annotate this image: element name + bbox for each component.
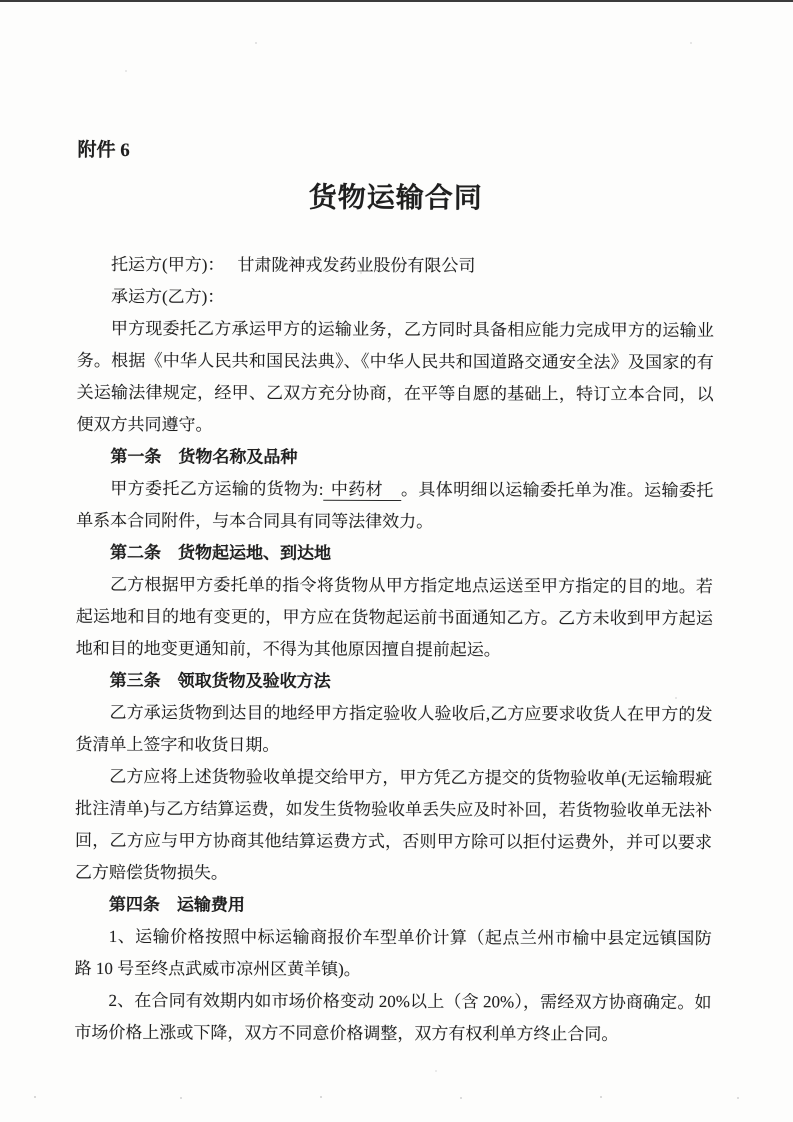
article-3-paragraph-2: 乙方应将上述货物验收单提交给甲方，甲方凭乙方提交的货物验收单(无运输瑕疵批注清单)与乙方结算运费，如发生货物验收单丢失应及时补回，若货物验收单无法补回，乙方应与甲方协商其他结算运费方式，否则甲方除可以拒付运费外，并可以要求乙方赔偿货物损失。 bbox=[74, 767, 713, 883]
goods-name-underlined-field: 中药材 bbox=[323, 480, 401, 501]
article-3-paragraph-1: 乙方承运货物到达目的地经甲方指定验收人验收后,乙方应要求收货人在甲方的发货清单上签字和收货日期。 bbox=[75, 703, 713, 755]
article-4-heading: 第四条 运输费用 bbox=[108, 895, 245, 915]
document-title: 货物运输合同 bbox=[308, 182, 483, 215]
shipper-line bbox=[77, 249, 714, 283]
article-2-heading: 第二条 货物起运地、到达地 bbox=[110, 543, 332, 563]
preamble-paragraph: 甲方现委托乙方承运甲方的运输业务，乙方同时具备相应能力完成甲方的运输业务。根据《中华人民共和国民法典》、《中华人民共和国道路交通安全法》及国家的有关运输法律规定，经甲、乙双方充分协商，在平等自愿的基础上，特订立本合同，以便双方共同遵守。 bbox=[76, 319, 714, 435]
article-1-paragraph bbox=[76, 473, 713, 539]
carrier-label: 承运方(乙方)： bbox=[110, 287, 225, 307]
article-1-heading: 第一条 货物名称及品种 bbox=[110, 447, 298, 467]
article-3-heading: 第三条 领取货物及验收方法 bbox=[109, 671, 331, 691]
article-1-text-before: 甲方委托乙方运输的货物为: bbox=[110, 479, 324, 499]
scan-speckle-row bbox=[34, 1096, 36, 1098]
article-1-text-after: 。具体明细以运输委托单为准。运输委托单系本合同附件，与本合同具有同等法律效力。 bbox=[76, 480, 714, 532]
carrier-line bbox=[77, 281, 714, 315]
article-4-item-1: 1、运输价格按照中标运输商报价车型单价计算（起点兰州市榆中县定远镇国防路 10 号至终点武威市凉州区黄羊镇)。 bbox=[74, 927, 712, 979]
document-content bbox=[74, 0, 715, 1051]
article-2-paragraph: 乙方根据甲方委托单的指令将货物从甲方指定地点运送至甲方指定的目的地。若起运地和目的地有变更的，甲方应在货物起运前书面通知乙方。乙方未收到甲方起运地和目的地变更通知前，不得为其他原因擅自提前起运。 bbox=[75, 575, 713, 660]
shipper-label: 托运方(甲方)： bbox=[111, 255, 225, 275]
article-4-item-2: 2、在合同有效期内如市场价格变动 20%以上（含 20%），需经双方协商确定。如市场价格上涨或下降，双方不同意价格调整，双方有权利单方终止合同。 bbox=[74, 991, 712, 1044]
shipper-value: 甘肃陇神戎发药业股份有限公司 bbox=[237, 255, 476, 276]
attachment-label: 附件 6 bbox=[77, 139, 130, 162]
